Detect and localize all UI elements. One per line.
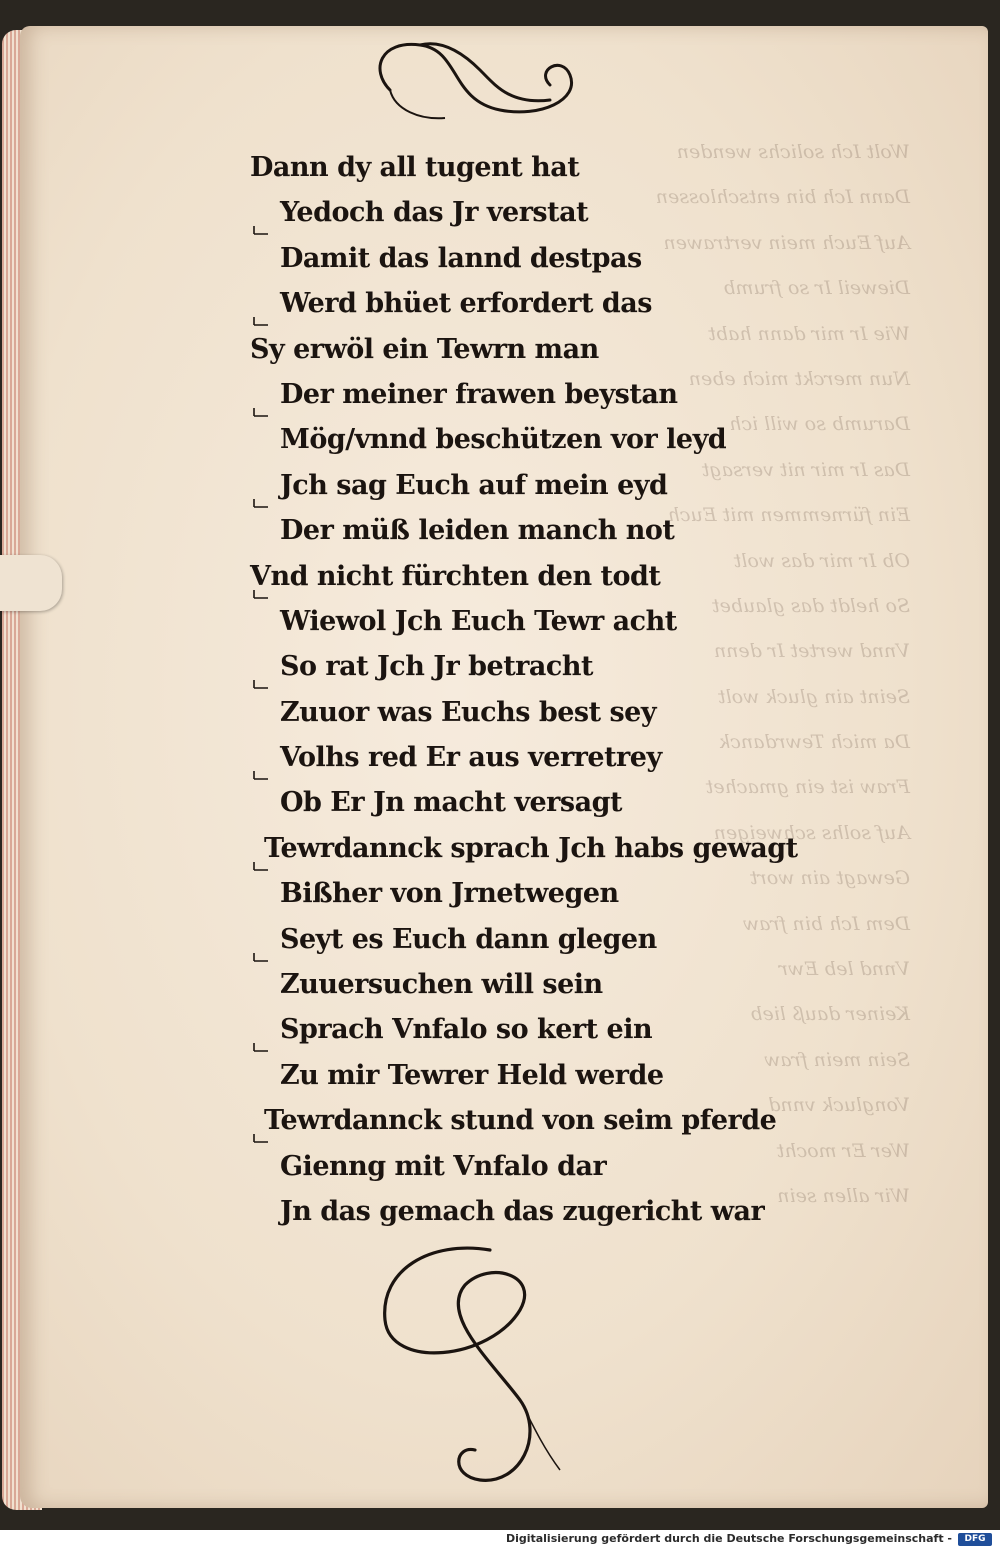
bleed-line: Wir allen sein	[777, 1184, 910, 1207]
verse-line	[250, 1144, 770, 1189]
verse-line-text: Sy erwöl ein Tewrn man	[250, 333, 599, 365]
verse-line	[250, 372, 770, 417]
verse-line-text: Tewrdannck stund von seim pferde	[264, 1105, 777, 1137]
verse-line-text: Ob Er Jn macht versagt	[280, 787, 622, 819]
footer-bar	[0, 1530, 1000, 1550]
bleed-line: Ob Ir mir das wolt	[733, 549, 910, 572]
bleed-line: Da mich Tewrdanck	[718, 731, 910, 754]
verse-line	[250, 190, 770, 235]
verse-line	[250, 644, 770, 689]
verse-line-text: Sprach Vnfalo so kert ein	[280, 1014, 653, 1046]
line-marker-icon	[252, 951, 270, 963]
line-marker-icon	[252, 769, 270, 781]
bleed-line: Auf Euch mein vertrawen	[663, 231, 910, 254]
bleed-line: Gewagt ain wort	[750, 867, 910, 890]
verse-line	[250, 962, 770, 1007]
bleed-line: Vongluck vnnd	[768, 1094, 910, 1117]
footer-credit: Digitalisierung gefördert durch die Deutsche Forschungsgemeinschaft -	[505, 1532, 952, 1545]
verse-line-text: Seyt es Euch dann glegen	[280, 923, 657, 955]
bleed-line: Wer Er mocht	[776, 1139, 910, 1162]
verse-line	[250, 554, 770, 599]
verse-line	[250, 871, 770, 916]
verse-line	[250, 1053, 770, 1098]
verse-line	[250, 780, 770, 825]
bottom-flourish-icon	[370, 1240, 580, 1500]
line-marker-icon	[252, 406, 270, 418]
bleed-line: Seint ain gluck wolt	[717, 685, 910, 708]
line-marker-icon	[252, 497, 270, 509]
verse-line-text: Wiewol Jch Euch Tewr acht	[280, 605, 677, 637]
line-marker-icon	[252, 1041, 270, 1053]
bleed-line: Keiner dauß lieb	[750, 1003, 910, 1026]
verse-line-text: Bißher von Jrnetwegen	[280, 878, 619, 910]
verse-line	[250, 145, 770, 190]
bleed-line: Sein mein fraw	[764, 1048, 910, 1071]
bleed-line: Auf solhs schweigen	[713, 821, 910, 844]
line-marker-icon	[252, 678, 270, 690]
bleed-line: Nun merckt mich eben	[688, 367, 910, 390]
bleed-line: Wie Ir mir dann habt	[708, 322, 910, 345]
verse-line-text: Werd bhüet erfordert das	[280, 288, 652, 320]
verse-line-text: Volhs red Er aus verretrey	[280, 742, 662, 774]
page-tab-marker	[0, 555, 62, 611]
verse-line	[250, 508, 770, 553]
verse-line	[250, 463, 770, 508]
bleed-line: Fraw ist ein gmachet	[705, 776, 910, 799]
bleed-line: Ein fürnemmen mit Euch	[667, 504, 910, 527]
bleed-line: Dann Ich bin entschlossen	[655, 186, 910, 209]
line-marker-icon	[252, 315, 270, 327]
verse-line	[250, 826, 798, 871]
bleed-line: So heldt das glaubet	[711, 594, 910, 617]
verse-line-text: Jn das gemach das zugericht war	[280, 1195, 765, 1227]
line-marker-icon	[252, 1132, 270, 1144]
verse-line-text: So rat Jch Jr betracht	[280, 651, 593, 683]
verse-line	[250, 917, 770, 962]
verse-line	[250, 327, 770, 372]
verse-line-text: Der meiner frawen beystan	[280, 378, 678, 410]
line-marker-icon	[252, 224, 270, 236]
verse-line-text: Damit das lannd destpas	[280, 242, 642, 274]
verse-line-text: Mög/vnnd beschützen vor leyd	[280, 424, 727, 456]
bleed-line: Wolt Ich solichs wenden	[676, 141, 910, 163]
verse-line	[250, 599, 770, 644]
line-marker-icon	[252, 588, 270, 600]
line-marker-icon	[252, 860, 270, 872]
verse-line	[250, 417, 770, 462]
bleed-line: Vnnd wertet Ir denn	[713, 640, 910, 663]
verse-line	[250, 735, 770, 780]
verse-line	[250, 1098, 777, 1143]
top-flourish-icon	[350, 30, 590, 140]
bleed-line: Dem Ich bin fraw	[742, 912, 910, 935]
verse-line-text: Der müß leiden manch not	[280, 515, 675, 547]
bleed-line: Vnnd leb Ewr	[778, 958, 910, 981]
verse-line	[250, 236, 770, 281]
bleed-line: Dieweil Ir so frumb	[723, 277, 910, 300]
verse-line	[250, 281, 770, 326]
verse-line-text: Gienng mit Vnfalo dar	[280, 1150, 607, 1182]
verse-line-text: Tewrdannck sprach Jch habs gewagt	[264, 832, 798, 864]
verse-line	[250, 1189, 770, 1234]
verse-line-text: Jch sag Euch auf mein eyd	[280, 469, 668, 501]
verse-line-text: Zuuersuchen will sein	[280, 969, 603, 1001]
dfg-logo: DFG	[958, 1533, 992, 1546]
bleed-through-text	[655, 130, 910, 1230]
verse-line	[250, 1007, 770, 1052]
verse-line-text: Dann dy all tugent hat	[250, 152, 580, 183]
bleed-line: Darumb so will ich	[729, 413, 910, 436]
verse-line-text: Vnd nicht fürchten den todt	[250, 560, 661, 592]
verse-line-text: Zuuor was Euchs best sey	[280, 696, 657, 728]
verse-line-text: Zu mir Tewrer Held werde	[280, 1059, 664, 1091]
verse-line-text: Yedoch das Jr verstat	[280, 197, 589, 229]
bleed-line: Das Ir mir nit versagt	[701, 458, 910, 481]
verse-line	[250, 690, 770, 735]
